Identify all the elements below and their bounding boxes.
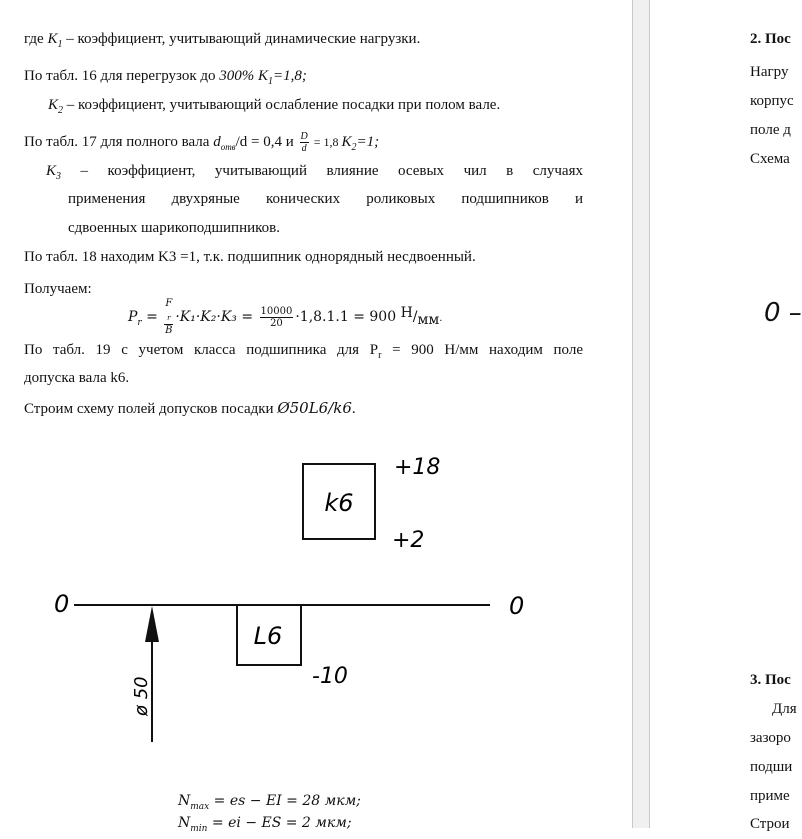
- right-line-4: Схема: [750, 151, 790, 167]
- document-page-right: [650, 0, 802, 832]
- line-build-scheme: Строим схему полей допусков посадки Ø50L6/k6.: [24, 399, 356, 417]
- right-line-1: Нагру: [750, 64, 789, 80]
- page-gap: [632, 0, 650, 828]
- zero-left-label: 0: [54, 590, 70, 618]
- right-line-9: Строи: [750, 816, 790, 832]
- line-table16: По табл. 16 для перегрузок до 300% $K_1=1,8$;: [24, 68, 307, 87]
- l6-label: L6: [253, 622, 283, 650]
- line-k1-definition: где $K_1$ – коэффициент, учитывающий динамические нагрузки.: [24, 31, 421, 50]
- diameter-label: ø 50: [131, 676, 152, 716]
- formula-nmin: $N_{min}$ = ei − ES = 2 мкм;: [178, 815, 352, 834]
- k6-bottom-value: +2: [392, 528, 425, 553]
- line-k3-end: сдвоенных шарикоподшипников.: [68, 220, 280, 236]
- formula-pr: $P_r$ = F $_r$ B ·K₁·K₂·K₃ = $\frac{10000}{20}$ ·1,8.1.1 = 900 Н/мм.: [128, 298, 443, 336]
- zero-right-label: 0: [509, 592, 525, 620]
- right-zero-label: 0 –: [764, 298, 802, 328]
- tolerance-diagram: [0, 440, 632, 760]
- right-heading-2: 2. Пос: [750, 31, 791, 47]
- right-heading-3: 3. Пос: [750, 672, 791, 688]
- line-k6-field: допуска вала k6.: [24, 370, 130, 386]
- line-table18: По табл. 18 находим K3 =1, т.к. подшипник однорядный несдвоенный.: [24, 249, 476, 265]
- right-line-2: корпус: [750, 93, 794, 109]
- line-result-label: Получаем:: [24, 281, 92, 297]
- line-k3-definition: $K_3$ – коэффициент, учитывающий влияние осевых чил в случаях: [46, 163, 583, 182]
- right-line-3: поле д: [750, 122, 791, 138]
- k6-label: k6: [324, 489, 354, 517]
- l6-bottom-value: -10: [312, 664, 348, 689]
- right-line-7: подши: [750, 759, 793, 775]
- line-k3-continued: применения двухряные конических роликовых подшипников и: [68, 191, 583, 207]
- line-k2-definition: $K_2$ – коэффициент, учитывающий ослабление посадки при полом вале.: [48, 97, 501, 116]
- diameter-arrow-icon: [145, 606, 159, 642]
- k6-top-value: +18: [394, 455, 441, 480]
- line-table17: По табл. 17 для полного вала $d_{отв}/d = 0,4$ и $\frac{D}{d}$ = 1,8 $K_2=1$;: [24, 131, 380, 154]
- formula-nmax: $N_{max}$ = es − EI = 28 мкм;: [178, 793, 361, 812]
- right-line-5: Для: [772, 701, 797, 717]
- right-line-6: зазоро: [750, 730, 791, 746]
- line-table19: По табл. 19 с учетом класса подшипника для $P_r = 900$ Н/мм находим поле: [24, 342, 584, 361]
- right-line-8: приме: [750, 788, 790, 804]
